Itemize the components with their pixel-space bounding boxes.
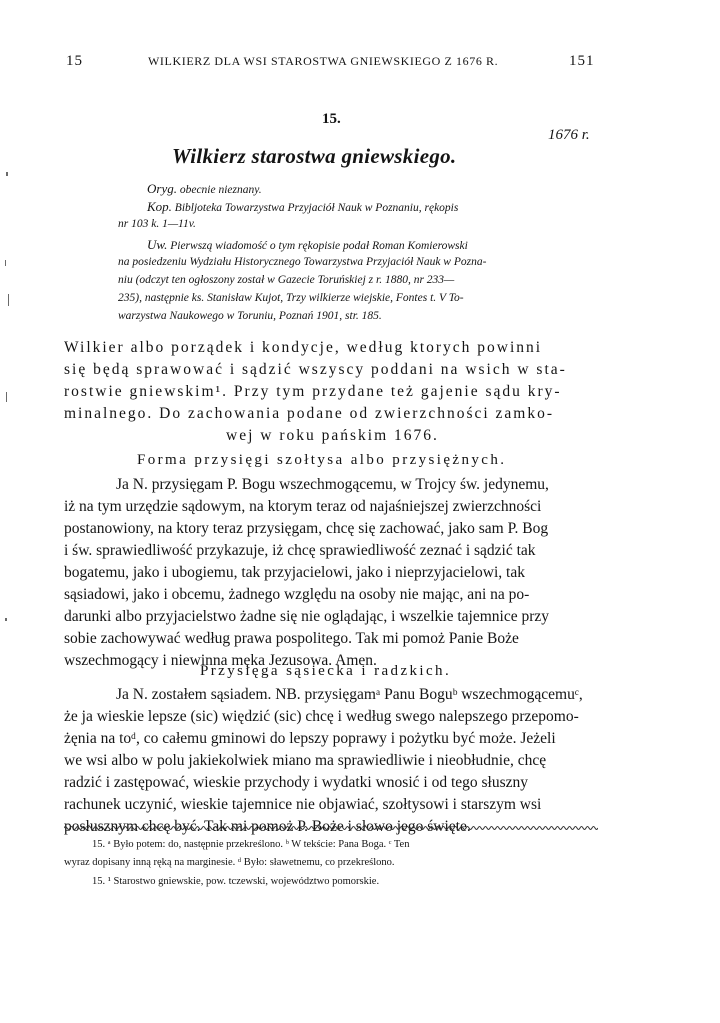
section-2-line: Ja N. zostałem sąsiadem. NB. przysięgamᵃ Panu Boguᵇ wszechmogącemuᶜ, bbox=[116, 686, 583, 703]
section-heading-oath-soltys: Forma przysięgi szołtysa albo przysiężnych. bbox=[137, 452, 507, 468]
section-2-line: we wsi albo w polu jakiekolwiek miano ma sprawiedliwie i nieobłudnie, chcę bbox=[64, 752, 547, 769]
section-1-line: wszechmogący i niewinna męka Jezusowa. Amen. bbox=[64, 652, 377, 669]
source-remark-line: niu (odczyt ten ogłoszony został w Gazecie Toruńskiej z r. 1880, nr 233— bbox=[118, 274, 455, 286]
section-1-line: i św. sprawiedliwość przykazuje, iż chcę sprawiedliwość zeznać i sądzić tak bbox=[64, 542, 536, 559]
document-date: 1676 r. bbox=[548, 127, 590, 143]
footnote-line: 15. ᵃ Było potem: do, następnie przekreślono. ᵇ W tekście: Pana Boga. ᶜ Ten bbox=[92, 839, 410, 850]
footnote-line: wyraz dopisany inną ręką na marginesie. ᵈ Było: sławetnemu, co przekreślono. bbox=[64, 857, 395, 868]
section-1-line: sąsiadowi, jako i obcemu, żadnego względu na osoby nie mając, ani na po- bbox=[64, 586, 530, 603]
source-original-label: Oryg. bbox=[147, 181, 177, 196]
scan-speck bbox=[6, 392, 7, 402]
section-1-line: iż na tym urzędzie sądowym, na ktorym teraz od najaśniejszej zwierzchności bbox=[64, 498, 542, 515]
source-remark-line: 235), następnie ks. Stanisław Kujot, Trzy wilkierze wiejskie, Fontes t. V To- bbox=[118, 292, 464, 304]
intro-line: się będą sprawować i sądzić wszyscy poddani na wsich w sta- bbox=[64, 361, 567, 378]
intro-line: minalnego. Do zachowania podane od zwierzchności zamko- bbox=[64, 405, 555, 422]
section-2-line: posłusznym chcę być. Tak mi pomoż P. Boże i słowo jego święte. bbox=[64, 818, 471, 835]
source-remark-label: Uw. bbox=[147, 237, 168, 252]
section-1-line: darunki albo przyjacielstwo żadne się nie oglądając, i wszelkie tajemnice przy bbox=[64, 608, 550, 625]
document-number: 15. bbox=[322, 111, 341, 127]
scan-speck bbox=[8, 294, 9, 306]
source-original-text: obecnie nieznany. bbox=[179, 184, 262, 196]
section-1-line: Ja N. przysięgam P. Bogu wszechmogącemu, w Trojcy św. jedynemu, bbox=[116, 476, 549, 493]
source-remark-text: Pierwszą wiadomość o tym rękopisie podał Roman Komierowski bbox=[170, 240, 468, 252]
source-copy-label: Kop. bbox=[147, 199, 172, 214]
source-remark-line: na posiedzeniu Wydziału Historycznego Towarzystwa Przyjaciół Nauk w Pozna- bbox=[118, 256, 487, 268]
page-number-right: 151 bbox=[569, 53, 595, 69]
source-copy-line: nr 103 k. 1—11v. bbox=[118, 218, 196, 230]
scan-speck bbox=[5, 618, 7, 621]
source-remark-line: warzystwa Naukowego w Toruniu, Poznań 1901, str. 185. bbox=[118, 310, 382, 322]
footnote-divider bbox=[64, 824, 598, 832]
section-2-line: radzić i zastępować, wieskie przychody i wydatki wnosić i od tego słuszny bbox=[64, 774, 529, 791]
scan-speck bbox=[5, 260, 6, 266]
source-copy-text: Bibljoteka Towarzystwa Przyjaciół Nauk w Poznaniu, rękopis bbox=[174, 202, 459, 214]
section-2-line: że ja wieskie lepsze (sic) więdzić (sic) chcę i według swego nalepszego przepomo- bbox=[64, 708, 579, 725]
section-2-line: żęnia na toᵈ, co całemu gminowi do lepszy poprawy i pożytku być może. Jeżeli bbox=[64, 730, 556, 747]
scan-speck bbox=[6, 172, 8, 176]
intro-line: Wilkier albo porządek i kondycje, według ktorych powinni bbox=[64, 339, 543, 356]
section-1-line: postanowiony, na ktory teraz przysięgam, chcę się zachować, jako sam P. Bog bbox=[64, 520, 549, 537]
intro-line: rostwie gniewskim¹. Przy tym przydane też gajenie sądu kry- bbox=[64, 383, 562, 400]
section-2-line: rachunek uczynić, wieskie tajemnice nie objawiać, szołtysowi i starszym wsi bbox=[64, 796, 542, 813]
intro-line: wej w roku pańskim 1676. bbox=[226, 427, 439, 444]
page-number-left: 15 bbox=[66, 53, 83, 69]
running-title: WILKIERZ DLA WSI STAROSTWA GNIEWSKIEGO Z 1676 R. bbox=[148, 54, 499, 68]
section-1-line: bogatemu, jako i ubogiemu, tak przyjacielowi, jako i nieprzyjacielowi, tak bbox=[64, 564, 525, 581]
footnote-line: 15. ¹ Starostwo gniewskie, pow. tczewski, województwo pomorskie. bbox=[92, 876, 380, 887]
section-heading-oath-neighbour: Przysięga sąsiecka i radzkich. bbox=[200, 663, 452, 679]
document-title: Wilkierz starostwa gniewskiego. bbox=[172, 144, 457, 168]
section-1-line: sobie zachowywać według prawa pospolitego. Tak mi pomoż Panie Boże bbox=[64, 630, 519, 647]
